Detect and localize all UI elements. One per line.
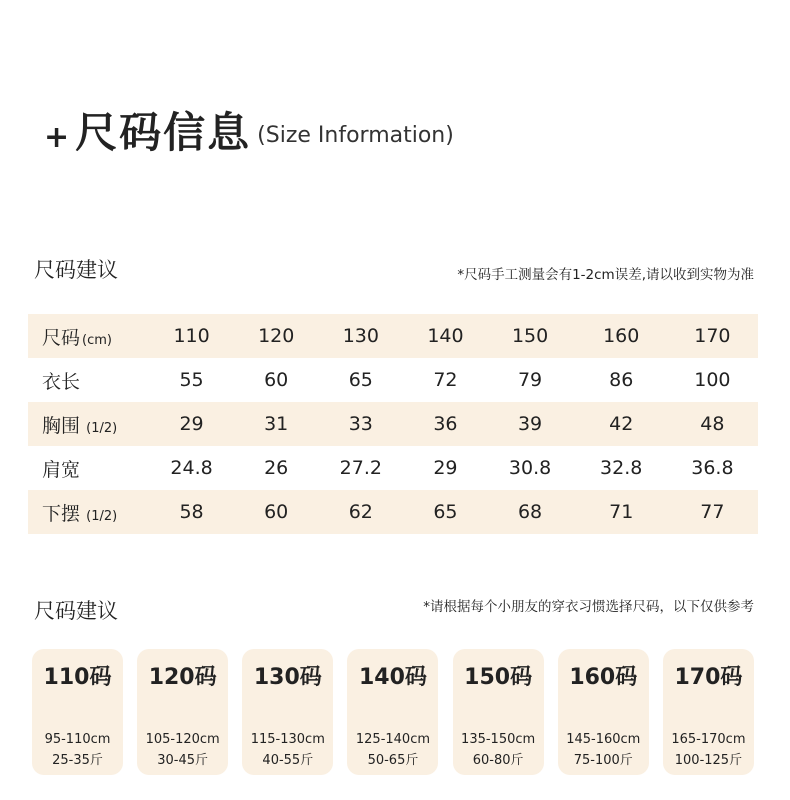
table-row	[28, 358, 758, 402]
size-card-weight: 100-125斤	[674, 753, 743, 768]
page-title: 尺码信息	[75, 108, 252, 157]
row-label-text: 衣长	[42, 370, 81, 393]
table-cell: 48	[667, 402, 758, 446]
table-cell: 170	[667, 314, 758, 358]
row-label	[28, 490, 146, 534]
table-cell: 62	[315, 490, 406, 534]
size-card	[558, 649, 649, 775]
table-cell: 120	[237, 314, 315, 358]
table-cell: 36.8	[691, 457, 734, 479]
table-row	[28, 490, 758, 534]
table-cell: 72	[433, 369, 458, 391]
table-cell: 130	[315, 314, 406, 358]
size-table	[28, 314, 758, 534]
table-cell: 65	[348, 369, 373, 391]
row-label-unit: (1/2)	[82, 420, 118, 436]
row-label	[28, 446, 146, 490]
row-label-unit: (cm)	[82, 332, 112, 348]
size-card-height: 95-110cm	[44, 732, 111, 747]
table-cell: 39	[485, 402, 576, 446]
page-header	[44, 108, 454, 158]
size-cards	[32, 649, 754, 775]
table-cell: 42	[576, 402, 667, 446]
table-row	[28, 402, 758, 446]
size-card-height: 125-140cm	[355, 732, 431, 747]
table-cell: 140	[406, 314, 484, 358]
size-card-height: 145-160cm	[566, 732, 641, 747]
size-card-weight: 25-35斤	[52, 753, 103, 768]
table-cell: 55	[179, 369, 204, 391]
size-card-title: 160码	[569, 665, 638, 690]
table-cell: 160	[576, 314, 667, 358]
size-card-height: 165-170cm	[671, 732, 746, 747]
table-cell: 77	[667, 490, 758, 534]
row-label-unit: (1/2)	[82, 508, 118, 524]
size-card-height: 105-120cm	[145, 732, 220, 747]
size-card	[137, 649, 228, 775]
row-label	[28, 402, 146, 446]
table-cell: 27.2	[339, 457, 382, 479]
table-cell: 86	[609, 369, 634, 391]
size-card-weight: 60-80斤	[472, 753, 524, 768]
size-card-title: 110码	[43, 665, 112, 690]
table-cell: 150	[485, 314, 576, 358]
size-card-height: 115-130cm	[250, 732, 325, 747]
row-label-text: 尺码	[42, 326, 81, 349]
table-cell: 60	[237, 490, 315, 534]
row-label-text: 胸围	[42, 414, 81, 437]
size-card-title: 170码	[674, 665, 743, 690]
page-subtitle: (Size Information)	[257, 123, 454, 148]
size-card-title: 120码	[148, 665, 217, 690]
table-cell: 79	[517, 369, 543, 391]
table-row	[28, 314, 758, 358]
size-card	[453, 649, 544, 775]
table-cell: 60	[264, 369, 289, 391]
table-cell: 29	[433, 457, 458, 479]
size-table-heading: 尺码建议	[34, 258, 118, 282]
table-cell: 24.8	[170, 457, 213, 479]
size-card	[242, 649, 333, 775]
measurement-note: *尺码手工测量会有1-2cm误差,请以收到实物为准	[457, 267, 754, 283]
table-cell: 68	[485, 490, 576, 534]
plus-icon: +	[44, 120, 70, 155]
recommendation-note: *请根据每个小朋友的穿衣习惯选择尺码，以下仅供参考	[423, 599, 754, 615]
table-row	[28, 446, 758, 490]
size-card-title: 130码	[253, 665, 322, 690]
size-card-title: 140码	[359, 665, 427, 690]
size-card-weight: 30-45斤	[157, 753, 209, 768]
row-label	[28, 314, 146, 358]
size-card	[32, 649, 123, 775]
table-cell: 29	[146, 402, 237, 446]
table-cell: 58	[146, 490, 237, 534]
table-cell: 26	[264, 457, 289, 479]
row-label	[28, 358, 146, 402]
table-cell: 32.8	[600, 457, 643, 479]
table-cell: 33	[315, 402, 406, 446]
table-cell: 71	[576, 490, 667, 534]
table-cell: 31	[237, 402, 315, 446]
row-label-text: 肩宽	[42, 458, 81, 481]
table-cell: 36	[406, 402, 484, 446]
size-card-title: 150码	[464, 665, 533, 690]
table-cell: 100	[694, 369, 731, 391]
size-card-height: 135-150cm	[461, 732, 536, 747]
size-card	[663, 649, 754, 775]
row-label-text: 下摆	[42, 502, 81, 525]
size-cards-heading: 尺码建议	[34, 599, 118, 623]
table-cell: 30.8	[508, 457, 552, 479]
size-card-weight: 50-65斤	[367, 753, 419, 768]
size-card-weight: 40-55斤	[262, 753, 314, 768]
table-cell: 110	[146, 314, 237, 358]
size-card	[347, 649, 438, 775]
table-cell: 65	[406, 490, 484, 534]
size-card-weight: 75-100斤	[573, 753, 633, 768]
